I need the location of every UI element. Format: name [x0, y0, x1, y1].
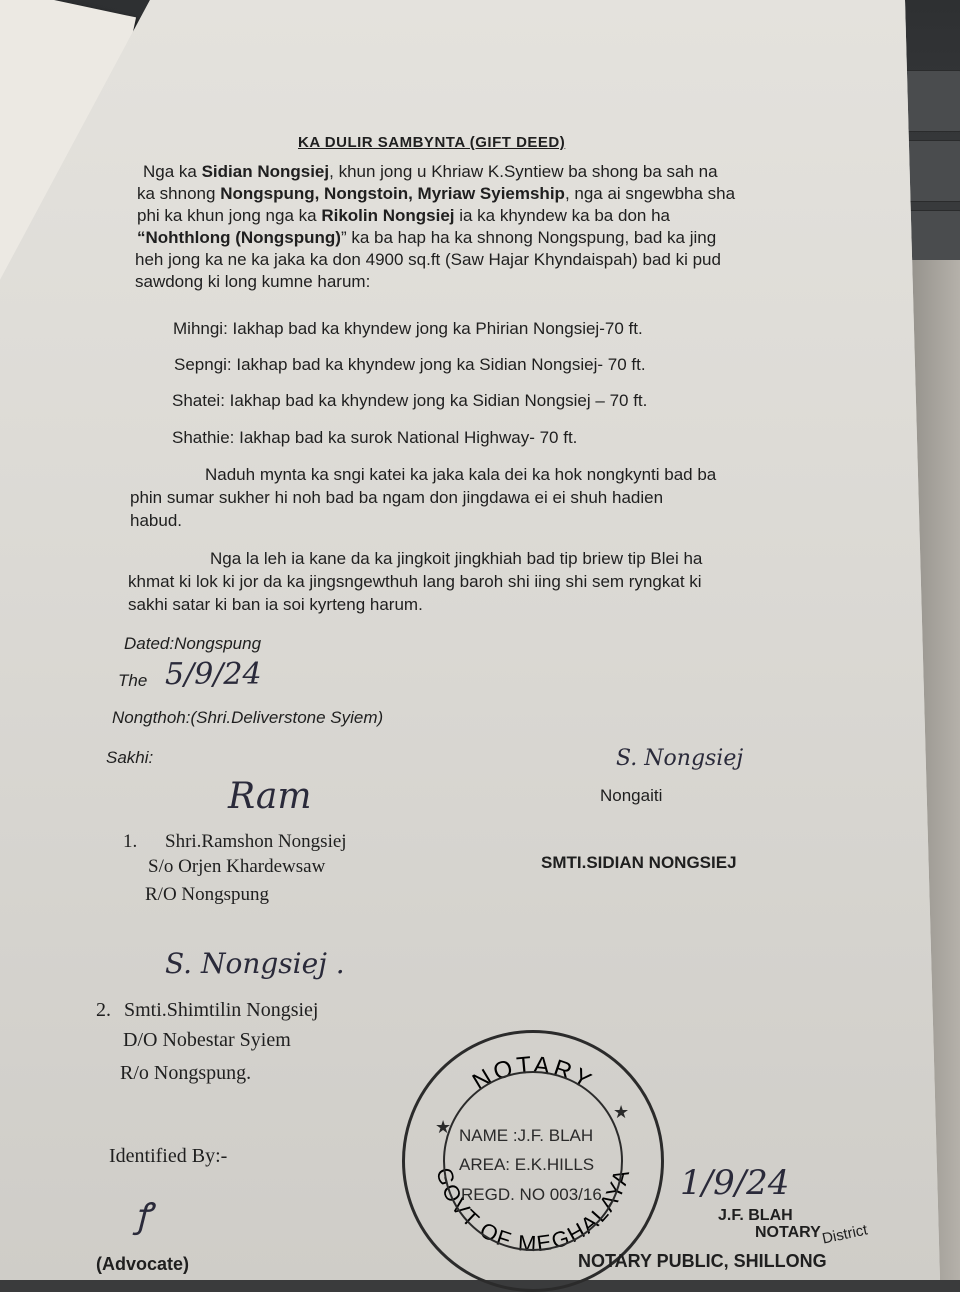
seal-star-icon: ★: [613, 1102, 630, 1122]
dated-place: Dated:Nongspung: [124, 634, 262, 653]
notary-district: District: [820, 1221, 869, 1248]
boundary-south: Shathie: Iakhap bad ka surok National Highway- 70 ft.: [172, 428, 578, 447]
boundary-east: Mihngi: Iakhap bad ka khyndew jong ka Phirian Nongsiej-70 ft.: [173, 319, 643, 338]
para1-line: phi ka khun jong nga ka Rikolin Nongsiej ia ka khyndew ka ba don ha: [137, 206, 670, 225]
para1-line: heh jong ka ne ka jaka ka don 4900 sq.ft (Saw Hajar Khyndaispah) bad ki pud: [135, 250, 721, 269]
para2-line: habud.: [130, 511, 182, 530]
para1-line: “Nohthlong (Nongspung)” ka ba hap ha ka shnong Nongspung, bad ka jing: [137, 228, 717, 247]
nongthoh-writer: Nongthoh:(Shri.Deliverstone Syiem): [112, 708, 384, 727]
para3-line: Nga la leh ia kane da ka jingkoit jingkhiah bad tip briew tip Blei ha: [210, 549, 703, 568]
identified-by-label: Identified By:-: [109, 1145, 228, 1167]
para1-line: ka shnong Nongspung, Nongstoin, Myriaw Syiemship, nga ai sngewbha sha: [137, 184, 736, 203]
para1-line: sawdong ki long kumne harum:: [135, 272, 371, 291]
advocate-label: (Advocate): [96, 1254, 190, 1274]
notary-role: NOTARY: [755, 1224, 821, 1241]
witness2-signature: S. Nongsiej .: [165, 947, 345, 980]
para3-line: khmat ki lok ki jor da ka jingsngewthuh lang baroh shi iing shi sem ryngkat ki: [128, 572, 702, 591]
witness2-relation: D/O Nobestar Syiem: [123, 1029, 291, 1051]
para2-line: Naduh mynta ka sngi katei ka jaka kala dei ka hok nongkynti bad ba: [205, 465, 717, 484]
seal-name: NAME :J.F. BLAH: [459, 1126, 594, 1145]
document-title: KA DULIR SAMBYNTA (GIFT DEED): [298, 134, 566, 151]
donor-name: SMTI.SIDIAN NONGSIEJ: [541, 853, 737, 872]
notary-footer: NOTARY PUBLIC, SHILLONG: [578, 1251, 827, 1271]
para1-line: Nga ka Sidian Nongsiej, khun jong u Khriaw K.Syntiew ba shong ba sah na: [143, 162, 718, 181]
witness2-name: Smti.Shimtilin Nongsiej: [124, 999, 319, 1021]
para3-line: sakhi satar ki ban ia soi kyrteng harum.: [128, 595, 423, 614]
witness2-residence: R/o Nongspung.: [120, 1062, 252, 1084]
witness1-number: 1.: [123, 831, 138, 852]
seal-regd-no: REGD. NO 003/16: [461, 1185, 602, 1204]
seal-bottom-text: GOVT OF MEGHALAYA: [431, 1164, 635, 1257]
sakhi-label: Sakhi:: [106, 748, 154, 767]
witness1-name: Shri.Ramshon Nongsiej: [165, 831, 347, 852]
seal-top-text: NOTARY: [467, 1051, 599, 1097]
the-label: The: [118, 671, 148, 690]
boundary-west: Sepngi: Iakhap bad ka khyndew jong ka Sidian Nongsiej- 70 ft.: [174, 355, 646, 374]
notary-name: J.F. BLAH: [718, 1207, 793, 1224]
witness1-residence: R/O Nongspung: [145, 884, 270, 905]
witness1-relation: S/o Orjen Khardewsaw: [148, 856, 326, 877]
seal-area: AREA: E.K.HILLS: [459, 1155, 595, 1174]
notary-signature: 1/9/24: [680, 1163, 790, 1203]
witness2-number: 2.: [96, 999, 111, 1021]
handwritten-date: 5/9/24: [165, 657, 262, 692]
donor-signature: S. Nongsiej: [616, 746, 744, 771]
donor-role: Nongaiti: [600, 786, 663, 805]
advocate-signature-mark: ꝭ: [135, 1196, 152, 1236]
boundary-north: Shatei: Iakhap bad ka khyndew jong ka Sidian Nongsiej – 70 ft.: [172, 391, 648, 410]
seal-star-icon: ★: [435, 1117, 452, 1137]
witness1-signature: Ram: [228, 776, 312, 817]
para2-line: phin sumar sukher hi noh bad ba ngam don jingdawa ei ei shuh hadien: [130, 488, 664, 507]
